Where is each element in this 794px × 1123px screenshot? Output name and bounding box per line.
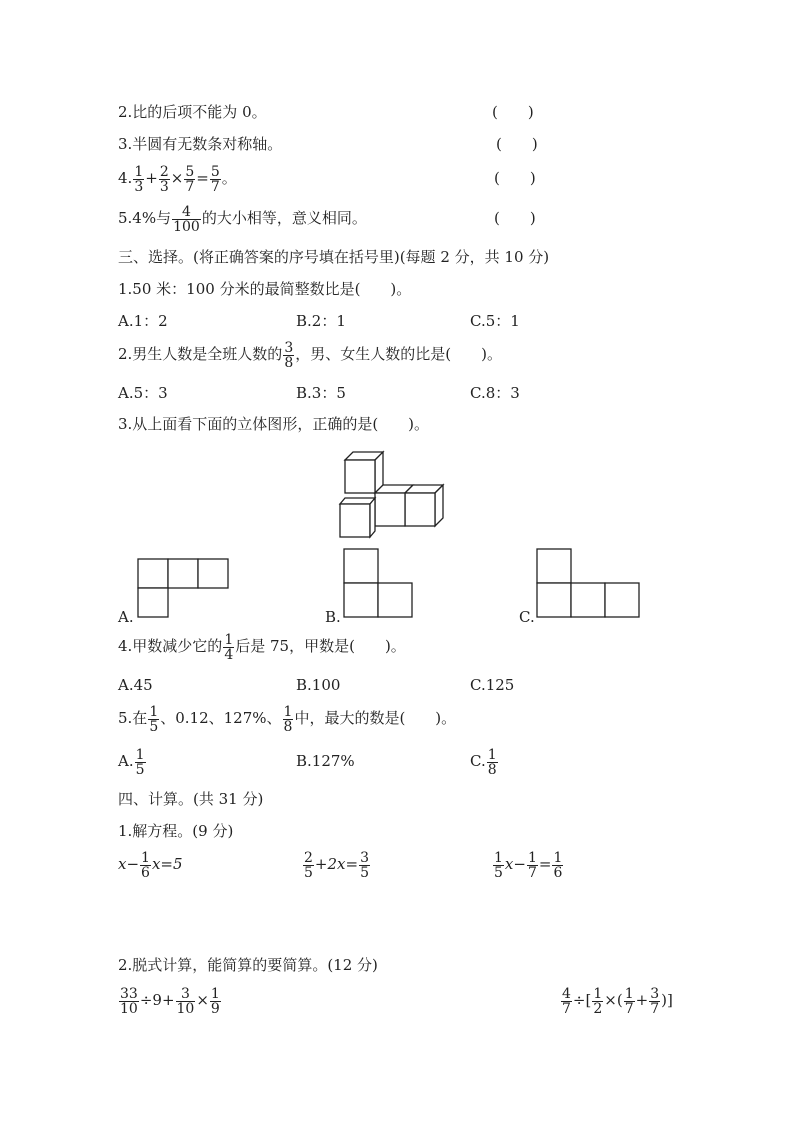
calc-expression-1: $\frac{33}{10}$ ÷9+ $\frac{3}{10}$ × $\frac{1}{9}$ bbox=[120, 985, 220, 1017]
cube-3d-figure bbox=[330, 448, 460, 548]
calc-expression-2: $\frac{4}{7}$ ÷[ $\frac{1}{2}$ ×( $\frac{1}{7}$ + $\frac{3}{7}$ )] bbox=[562, 985, 673, 1017]
option-a[interactable]: A. $\frac{1}{5}$ bbox=[118, 746, 145, 778]
option-a[interactable]: A. bbox=[118, 608, 134, 626]
question-text: 4.甲数减少它的 $\frac{1}{4}$ 后是 75，甲数是( )。 bbox=[118, 631, 406, 663]
option-c-view[interactable] bbox=[536, 548, 640, 620]
judge-q2-text: 2.比的后项不能为 0。 bbox=[118, 103, 267, 121]
question-text: 3.从上面看下面的立体图形，正确的是( )。 bbox=[118, 415, 430, 433]
question-text: 1.50 米：100 分米的最简整数比是( )。 bbox=[118, 280, 412, 298]
question-text: 2.男生人数是全班人数的 $\frac{3}{8}$ ，男、女生人数的比是( )。 bbox=[118, 339, 502, 371]
judge-q5-text: 5.4%与 $\frac{4}{100}$ 的大小相等，意义相同。 bbox=[118, 203, 367, 235]
answer-paren[interactable]: ( ) bbox=[496, 135, 538, 153]
question-text: 5.在 $\frac{1}{5}$ 、0.12、127%、 $\frac{1}{8}$ 中，最大的数是( )。 bbox=[118, 703, 457, 735]
option-b[interactable]: B.2：1 bbox=[296, 312, 346, 330]
option-c[interactable]: C.8：3 bbox=[470, 384, 520, 402]
option-b[interactable]: B. bbox=[325, 608, 341, 626]
option-b[interactable]: B.100 bbox=[296, 676, 341, 694]
answer-paren[interactable]: ( ) bbox=[492, 103, 534, 121]
section-title: 三、选择。(将正确答案的序号填在括号里)(每题 2 分，共 10 分) bbox=[118, 248, 550, 266]
judge-q3-text: 3.半圆有无数条对称轴。 bbox=[118, 135, 283, 153]
section-title: 四、计算。(共 31 分) bbox=[118, 790, 264, 808]
option-a[interactable]: A.45 bbox=[118, 676, 153, 694]
equation-2: $\frac{2}{5}$ +2x= $\frac{3}{5}$ bbox=[304, 849, 369, 881]
option-c[interactable]: C. bbox=[519, 608, 535, 626]
judge-q4-expression: 4. $\frac{1}{3}$ + $\frac{2}{3}$ × $\frac{5}{7}$ = $\frac{5}{7}$ 。 bbox=[118, 163, 237, 195]
option-a-view[interactable] bbox=[137, 558, 229, 618]
option-c[interactable]: C.125 bbox=[470, 676, 515, 694]
answer-paren[interactable]: ( ) bbox=[494, 209, 536, 227]
option-c[interactable]: C.5：1 bbox=[470, 312, 520, 330]
option-a[interactable]: A.5：3 bbox=[118, 384, 168, 402]
equation-3: $\frac{1}{5}$ x− $\frac{1}{7}$ = $\frac{1}{6}$ bbox=[494, 849, 563, 881]
option-b[interactable]: B.127% bbox=[296, 752, 355, 770]
subsection-title: 2.脱式计算，能简算的要简算。(12 分) bbox=[118, 956, 378, 974]
answer-paren[interactable]: ( ) bbox=[494, 169, 536, 187]
option-b-view[interactable] bbox=[343, 548, 413, 620]
subsection-title: 1.解方程。(9 分) bbox=[118, 822, 234, 840]
option-b[interactable]: B.3：5 bbox=[296, 384, 346, 402]
option-a[interactable]: A.1：2 bbox=[118, 312, 168, 330]
option-c[interactable]: C. $\frac{1}{8}$ bbox=[470, 746, 497, 778]
equation-1: x− $\frac{1}{6}$ x=5 bbox=[118, 849, 183, 881]
